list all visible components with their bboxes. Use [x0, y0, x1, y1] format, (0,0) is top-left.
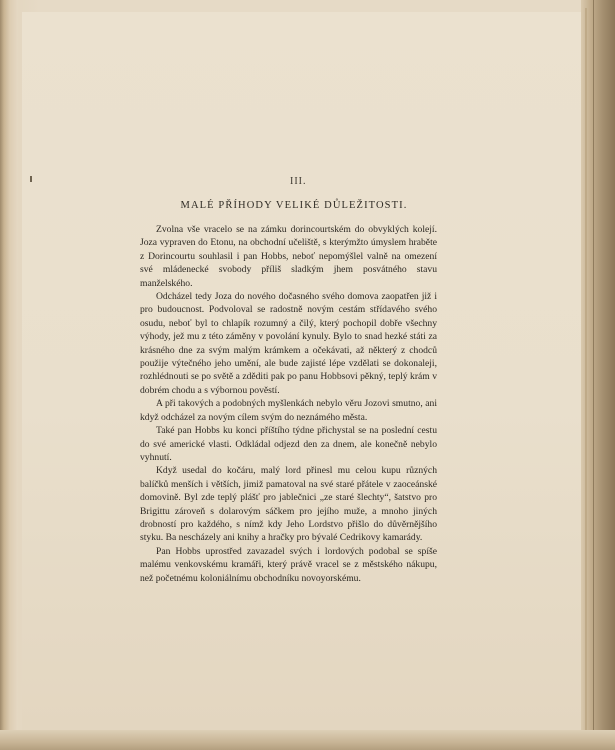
paragraph: Také pan Hobbs ku konci příštího týdne přichystal se na poslední cestu do své americké vlasti. Odkládal odjezd den za dnem, ale konečně nebylo vyhnutí.	[140, 425, 437, 463]
chapter-title: MALÉ PŘÍHODY VELIKÉ DŮLEŽITOSTI.	[180, 200, 408, 211]
paragraph: Když usedal do kočáru, malý lord přinesl mu celou kupu různých balíčků menších i větších, jimiž pamatoval na své staré přátele v zaoceánské domovině. Byl zde teplý plášť pro jablečnici „ze staré šlechty“, šatstvo pro Brigittu zároveň s dolarovým sáčkem pro jejího muže, a mnoho jiných drobností pro každého, s nímž kdy Jeho Lordstvo přišlo do důvěrnějšího styku. Ba nescházely ani knihy a hračky pro bývalé Cedrikovy kamarády.	[140, 465, 437, 544]
paragraph: A při takových a podobných myšlenkách nebylo věru Jozovi smutno, ani když odcházel za novým cílem svým do neznámého města.	[140, 398, 437, 423]
chapter-body	[140, 223, 437, 585]
book-bottom-edge	[0, 730, 615, 750]
paragraph: Odcházel tedy Joza do nového dočasného svého domova zaopatřen již i pro budoucnost. Podvoloval se radostně novým cestám střídavého svého osudu, neboť byl to chlapík rozumný a čilý, který pochopil dobře všechny výhody, jež mu z této záměny v povolání kynuly. Bylo to snad hezké státi za krásného dne za svým malým krámkem a očekávati, až některý z chodců použije výtečného jeho umění, ale bude zajisté lépe vzdělati se dokonaleji, rozhlédnouti se po světě a zděditi pak po panu Hobbsovi pěkný, teplý krám v dobrém chodu a s výbornou pověstí.	[140, 291, 437, 396]
binding-mark	[30, 176, 32, 182]
page-left-edge	[0, 0, 18, 750]
book-fore-edge	[581, 0, 615, 750]
paragraph: Pan Hobbs uprostřed zavazadel svých i lordových podobal se spíše malému venkovskému kramáři, který právě vracel se z městského nákupu, než početnému koloniálnímu obchodníku novoyorskému.	[140, 545, 437, 584]
paragraph: Zvolna vše vracelo se na zámku dorincourtském do obvyklých kolejí. Joza vypraven do Etonu, na obchodní učeliště, s kterýmžto úmyslem hraběte z Dorincourtu souhlasil i pan Hobbs, neboť nepomýšlel valně na omezení své mládenecké svobody příliš sladkým jhem posvátného stavu manželského.	[140, 224, 437, 289]
chapter-number: III.	[290, 176, 307, 187]
